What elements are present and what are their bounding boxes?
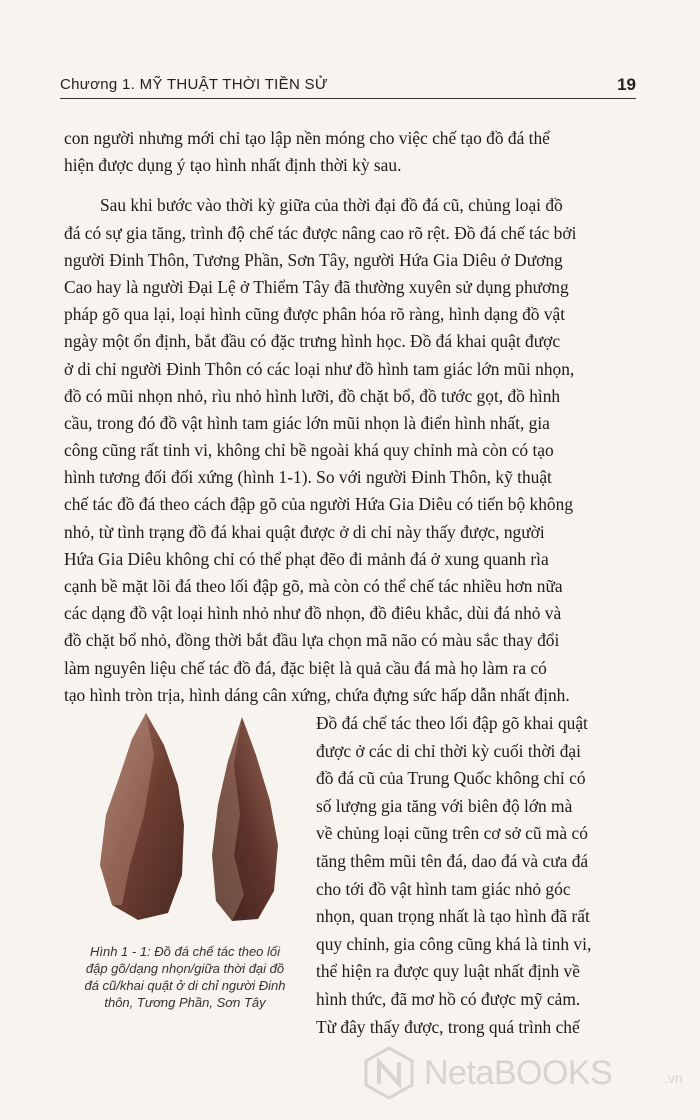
watermark [362,1046,692,1106]
text-line: con người nhưng mới chỉ tạo lập nền móng cho việc chế tạo đồ đá thể [64,128,550,148]
text-line: nhọn, quan trọng nhất là tạo hình đã rất [316,906,590,927]
text-line: Sau khi bước vào thời kỳ giữa của thời đại đồ đá cũ, chủng loại đồ [100,195,563,216]
caption-line: đá cũ/khai quật ở di chỉ người Đinh [84,978,286,993]
text-line: người Đinh Thôn, Tương Phần, Sơn Tây, người Hứa Gia Diêu ở Dương [64,249,563,270]
text-line: số lượng gia tăng với biên độ lớn mà [316,795,573,816]
text-line: đồ đá cũ của Trung Quốc không chỉ có [316,768,586,789]
text-line: quy chỉnh, gia công cũng khá là tinh vi, [316,933,592,954]
text-line: nhỏ, từ tình trạng đồ đá khai quật được ở di chỉ này thấy được, người [64,521,545,542]
body-text [64,125,636,709]
text-line: chế tác đồ đá theo cách đập gõ của người Hứa Gia Diêu có tiến bộ không [64,494,574,515]
stone-tools-image [94,705,294,935]
watermark-suffix: .vn [664,1070,683,1086]
text-line: hình thức, đã mơ hồ có được mỹ cảm. [316,988,581,1009]
text-line: Hứa Gia Diêu không chỉ có thể phạt đẽo đi mảnh đá ở xung quanh rìa [64,548,549,569]
text-line: tạo hình tròn trịa, hình dáng cân xứng, chứa đựng sức hấp dẫn nhất định. [64,684,570,705]
text-line: tăng thêm mũi tên đá, dao đá và cưa đá [316,850,589,871]
paragraph-2 [64,192,636,709]
text-line: thể hiện ra được quy luật nhất định về [316,961,580,982]
text-line: Từ đây thấy được, trong quá trình chế [316,1016,580,1037]
text-line: công cũng rất tinh vi, không chỉ bề ngoài khá quy chỉnh mà còn có tạo [64,440,554,461]
netabooks-logo-icon [362,1046,416,1100]
page-header [60,76,636,99]
text-line: hình tương đối đối xứng (hình 1-1). So với người Đinh Thôn, kỹ thuật [64,467,552,488]
text-line: hiện được dụng ý tạo hình nhất định thời kỳ sau. [64,155,402,176]
text-line: cho tới đồ vật hình tam giác nhỏ góc [316,878,571,899]
text-line: ở di chỉ người Đinh Thôn có các loại như đồ hình tam giác lớn mũi nhọn, [64,358,575,379]
text-line: cạnh bề mặt lõi đá theo lối đập gõ, mà còn có thể chế tác nhiều hơn nữa [64,576,563,596]
text-line: Đồ đá chế tác theo lối đập gõ khai quật [316,713,588,733]
text-line: đá có sự gia tăng, trình độ chế tác được nâng cao rõ rệt. Đồ đá chế tác bởi [64,222,577,243]
caption-line: đập gõ/dạng nhọn/giữa thời đại đồ [85,961,285,976]
watermark-text: NetaBOOKS [424,1054,613,1092]
figure-1-1 [64,705,306,1010]
caption-line: Hình 1 - 1: Đồ đá chế tác theo lối [89,944,281,959]
paragraph-3 [316,710,636,1041]
page-number: 19 [617,75,636,94]
text-line: về chủng loại cũng trên cơ sở cũ mà có [316,823,588,844]
text-line: ngày một ổn định, bắt đầu có đặc trưng hình học. Đồ đá khai quật được [64,331,561,352]
paragraph-1 [64,125,636,179]
text-line: làm nguyên liệu chế tác đồ đá, đặc biệt là quả cầu đá mà họ làm ra có [64,657,547,678]
text-line: được ở các di chỉ thời kỳ cuối thời đại [316,740,581,761]
text-line: Cao hay là người Đại Lệ ở Thiểm Tây đã thường xuyên sử dụng phương [64,276,569,297]
chapter-title: Chương 1. MỸ THUẬT THỜI TIỀN SỬ [60,76,328,93]
caption-line: thôn, Tương Phần, Sơn Tây [104,995,266,1010]
text-line: đồ chặt bổ nhỏ, đồng thời bắt đầu lựa chọn mã não có màu sắc thay đổi [64,630,560,651]
text-line: các dạng đồ vật loại hình nhỏ như đồ nhọn, đồ điêu khắc, dùi đá nhỏ và [64,603,562,624]
text-line: pháp gõ qua lại, loại hình cũng được phân hóa rõ ràng, hình dạng đồ vật [64,304,566,325]
text-line: đồ có mũi nhọn nhỏ, rìu nhỏ hình lưỡi, đồ chặt bổ, đồ tước gọt, đồ hình [64,385,561,406]
text-line: cầu, trong đó đồ vật hình tam giác lớn mũi nhọn là điển hình nhất, gia [64,412,550,433]
figure-caption [64,943,306,1011]
